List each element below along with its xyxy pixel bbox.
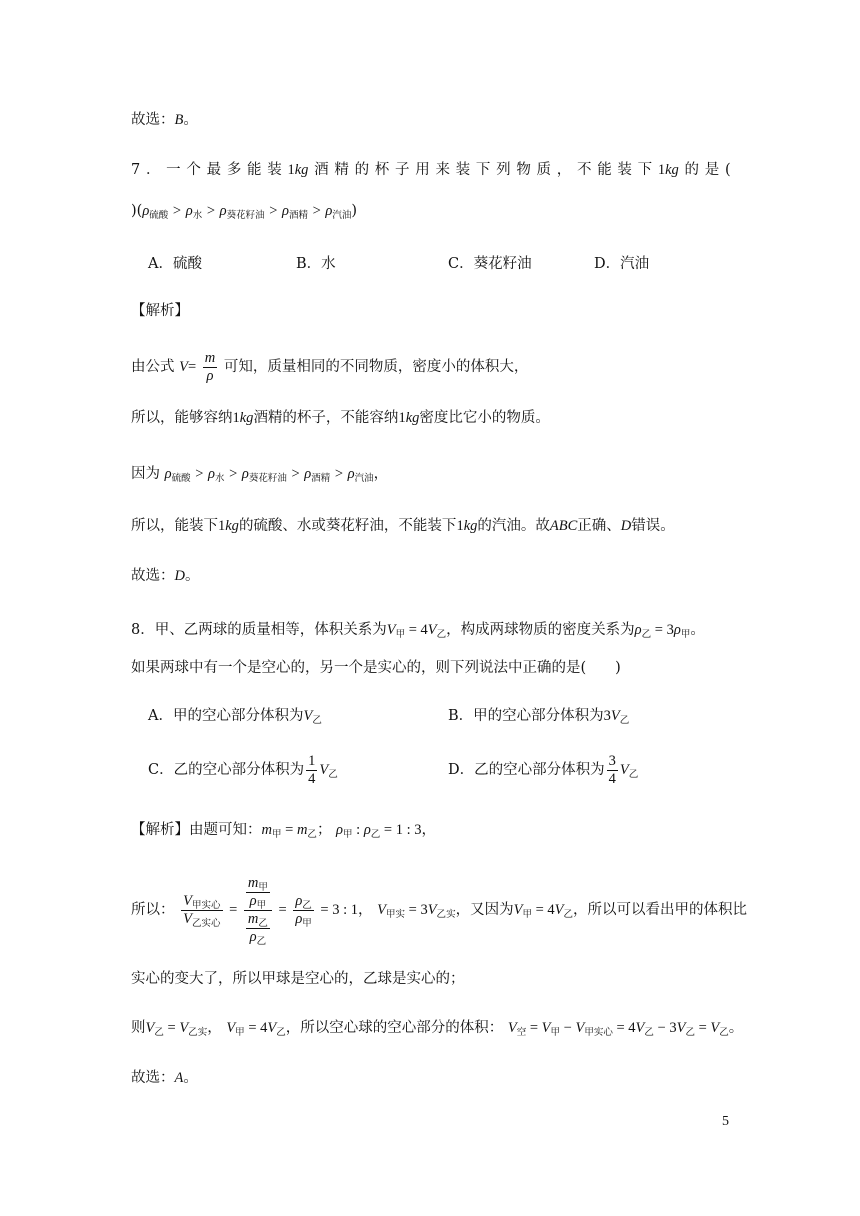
q7-stem-char: 下 xyxy=(637,162,653,178)
q7-stem-char: 的 xyxy=(684,162,700,178)
analysis-heading-7: 【解析】 xyxy=(131,303,189,319)
question-7-density-order: )$(\rho_{硫酸} > \rho_水 > \rho_{葵花籽油} > \rho_{酒精} > \rho_{汽油})$ xyxy=(131,203,358,221)
q7-stem-char: ． xyxy=(145,162,161,178)
q7-stem-char: 1kg xyxy=(287,162,309,178)
q7-stem-char: 酒 xyxy=(314,162,329,178)
q7-stem-char: 个 xyxy=(186,162,201,178)
q7-stem-char: 的 xyxy=(354,162,370,178)
q7-stem-char: 来 xyxy=(435,162,450,178)
question-8-line-2: 如果两球中有一个是空心的，另一个是实心的，则下列说法中正确的是( ) xyxy=(131,660,621,676)
analysis-line-2: 所以，能够容纳1kg酒精的杯子，不能容纳1kg密度比它小的物质。 xyxy=(131,410,550,426)
q8-option-c: C．乙的空心部分体积为 $\frac{1}{4}$ $V_乙$ xyxy=(148,752,338,787)
q7-stem-char: 不 xyxy=(576,162,592,178)
q7-stem-char: 多 xyxy=(226,162,242,178)
q7-stem-char: 是 xyxy=(704,162,720,178)
answer-line-8: 故选：A。 xyxy=(131,1070,198,1086)
m-over-rho-fraction: $\frac{m}{\rho}$ xyxy=(204,349,216,384)
q7-stem-char: 杯 xyxy=(374,162,390,178)
q7-stem-char: 物 xyxy=(516,162,531,178)
q7-stem-char: 最 xyxy=(206,162,222,178)
q7-option-d: D．汽油 xyxy=(594,256,650,272)
analysis-line-8-4: 则$V_乙 = V_{乙实}$， $V_甲 = 4V_乙$，所以空心球的空心部分的体积： $V_空 = V_甲 - V_{甲实心} = 4V_乙 - 3V_乙 = V_乙$。 xyxy=(131,1020,744,1038)
q8-option-a: A．甲的空心部分体积为$V_乙$ xyxy=(148,708,322,726)
q7-stem-char: 精 xyxy=(334,162,349,178)
q7-option-a: A．硫酸 xyxy=(148,256,202,272)
q7-stem-char: 装 xyxy=(455,162,471,178)
q7-option-b: B．水 xyxy=(296,256,336,272)
q8-option-d: D．乙的空心部分体积为 $\frac{3}{4}$ $V_乙$ xyxy=(448,752,639,787)
q7-stem-char: 用 xyxy=(415,162,430,178)
q7-stem-char: 能 xyxy=(247,162,262,178)
analysis-line-8-1: 【解析】由题可知：$m_甲 = m_乙$； $\rho_甲$ : $\rho_乙 = 1$ : 3， xyxy=(131,822,437,840)
question-8-stem: 8．甲、乙两球的质量相等，体积关系为$V_甲 = 4V_乙$，构成两球物质的密度关系为$\rho_乙 = 3\rho_甲$。 xyxy=(131,622,705,640)
q7-stem-char: 1kg xyxy=(657,162,679,178)
q7-stem-char: 7 xyxy=(131,162,141,178)
q7-stem-char: 装 xyxy=(617,162,632,178)
analysis-line-8-3: 实心的变大了，所以甲球是空心的，乙球是实心的； xyxy=(131,971,465,987)
q7-stem-char: 装 xyxy=(267,162,282,178)
q7-stem-char: 一 xyxy=(166,162,181,178)
compound-fraction: $\frac{\frac{m_甲}{\rho_甲}}{\frac{m_乙}{\rho_乙}}$ xyxy=(244,875,272,946)
q7-stem-char: 下 xyxy=(475,162,491,178)
q7-stem-char: 能 xyxy=(597,162,612,178)
q7-stem-char: 质 xyxy=(536,162,552,178)
q7-stem-char: 子 xyxy=(395,162,410,178)
formula-line: 由公式 V= $\frac{m}{\rho}$ 可知，质量相同的不同物质，密度小的体积大， xyxy=(131,349,529,384)
question-7-stem xyxy=(131,160,731,180)
analysis-line-3: 因为 $\rho_{硫酸} > \rho_水 > \rho_{葵花籽油} > \rho_{酒精} > \rho_{汽油}$， xyxy=(131,466,389,484)
page-number: 5 xyxy=(722,1114,729,1129)
q7-stem-char: ( xyxy=(724,162,731,178)
q7-stem-char: ， xyxy=(556,162,572,178)
q8-option-b: B．甲的空心部分体积为$3V_乙$ xyxy=(448,708,630,726)
q7-stem-char: 列 xyxy=(496,162,511,178)
analysis-line-8-2: 所以： $\frac{V_{甲实心}}{V_{乙实心}}$ = $\frac{\frac{m_甲}{\rho_甲}}{\frac{m_乙}{\rho_乙}}$ = $\frac{\rho_乙}{\rho_甲}$ = 3 : 1， $V_{甲实} = 3V_{乙实}$，又因为$V_甲 = 4V_乙$，所以可以看出甲的体积比 xyxy=(131,874,748,947)
analysis-line-4: 所以，能装下1kg的硫酸、水或葵花籽油，不能装下1kg的汽油。故ABC正确、D错误。 xyxy=(131,518,675,534)
density-ratio-fraction: $\frac{\rho_乙}{\rho_甲}$ xyxy=(295,892,312,929)
volume-ratio-fraction: $\frac{V_{甲实心}}{V_{乙实心}}$ xyxy=(183,892,221,929)
q7-option-c: C．葵花籽油 xyxy=(448,256,532,272)
answer-line-6: 故选：B。 xyxy=(131,112,198,128)
answer-line-7: 故选：D。 xyxy=(131,568,200,584)
